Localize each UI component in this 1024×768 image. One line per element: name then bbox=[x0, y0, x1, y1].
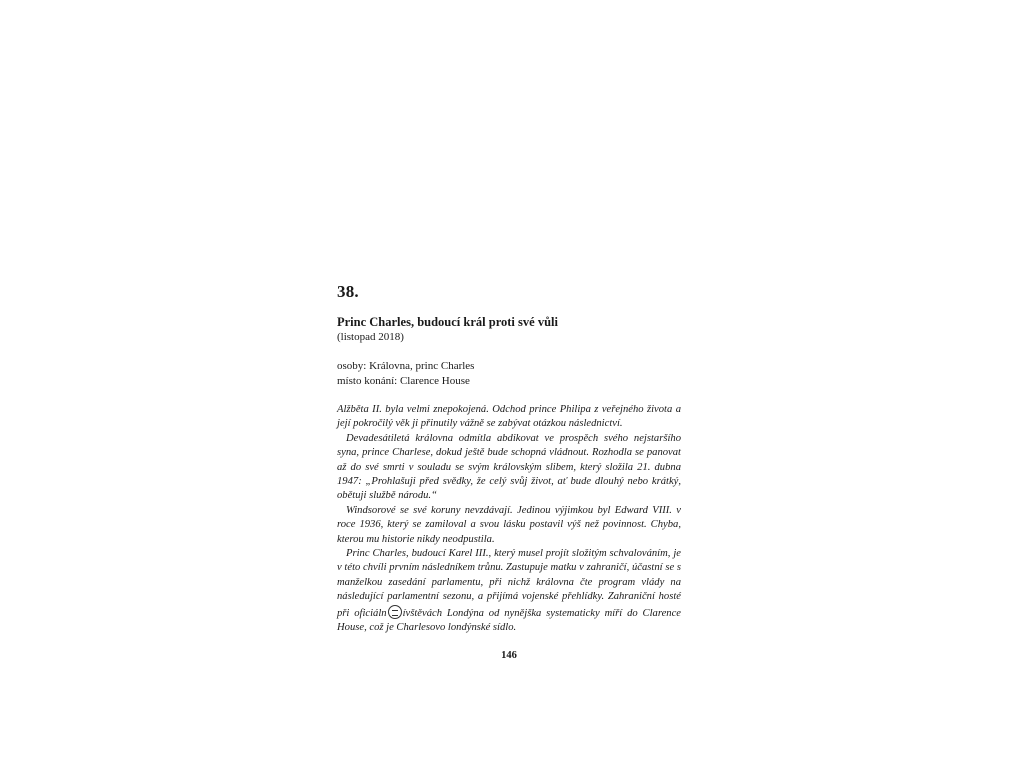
paragraph bbox=[337, 547, 681, 635]
chapter-title: Princ Charles, budoucí král proti své vůli bbox=[337, 315, 558, 329]
paragraph: Alžběta II. byla velmi znepokojená. Odchod prince Philipa z veřejného života a její pokročilý věk ji přinutily vážně se zabývat otázkou následnictví. bbox=[337, 404, 681, 430]
page-number: 146 bbox=[501, 650, 517, 661]
chapter-body bbox=[337, 403, 681, 636]
chapter-place: místo konání: Clarence House bbox=[337, 375, 470, 387]
paragraph-part: ívštěvách Londýna od nynějška systematicky míří do Clarence House, což je Charlesovo londýnské sídlo. bbox=[337, 607, 681, 634]
chapter-date: (listopad 2018) bbox=[337, 331, 404, 343]
paragraph-part: Princ Charles, budoucí Karel III., který musel projít složitým schvalováním, je v této chvíli prvním následníkem trůnu. Zastupuje matku v zahraničí, účastní se s manželkou zasedání parlamentu, při nichž královna čte program vlády na následující parlamentní sezonu, a přijímá vojenské přehlídky. Zahraniční hosté při oficiáln bbox=[337, 548, 681, 619]
chapter-persons: osoby: Královna, princ Charles bbox=[337, 360, 475, 372]
paragraph: Devadesátiletá královna odmítla abdikovat ve prospěch svého nejstaršího syna, prince Charlese, dokud ještě bude schopná vládnout. Rozhodla se panovat až do své smrti v souladu se svým královským slibem, který složila 21. dubna 1947: „Prohlašuji před svědky, že celý svůj život, ať bude dlouhý nebo krátký, obětuji službě národu.“ bbox=[337, 432, 681, 502]
chapter-number: 38. bbox=[337, 282, 359, 301]
book-page bbox=[337, 0, 681, 768]
library-stamp-icon bbox=[388, 605, 402, 619]
paragraph: Windsorové se své koruny nevzdávají. Jedinou výjimkou byl Edward VIII. v roce 1936, který se zamiloval a svou lásku postavil výš než povinnost. Chyba, kterou mu historie nikdy neodpustila. bbox=[337, 504, 681, 545]
